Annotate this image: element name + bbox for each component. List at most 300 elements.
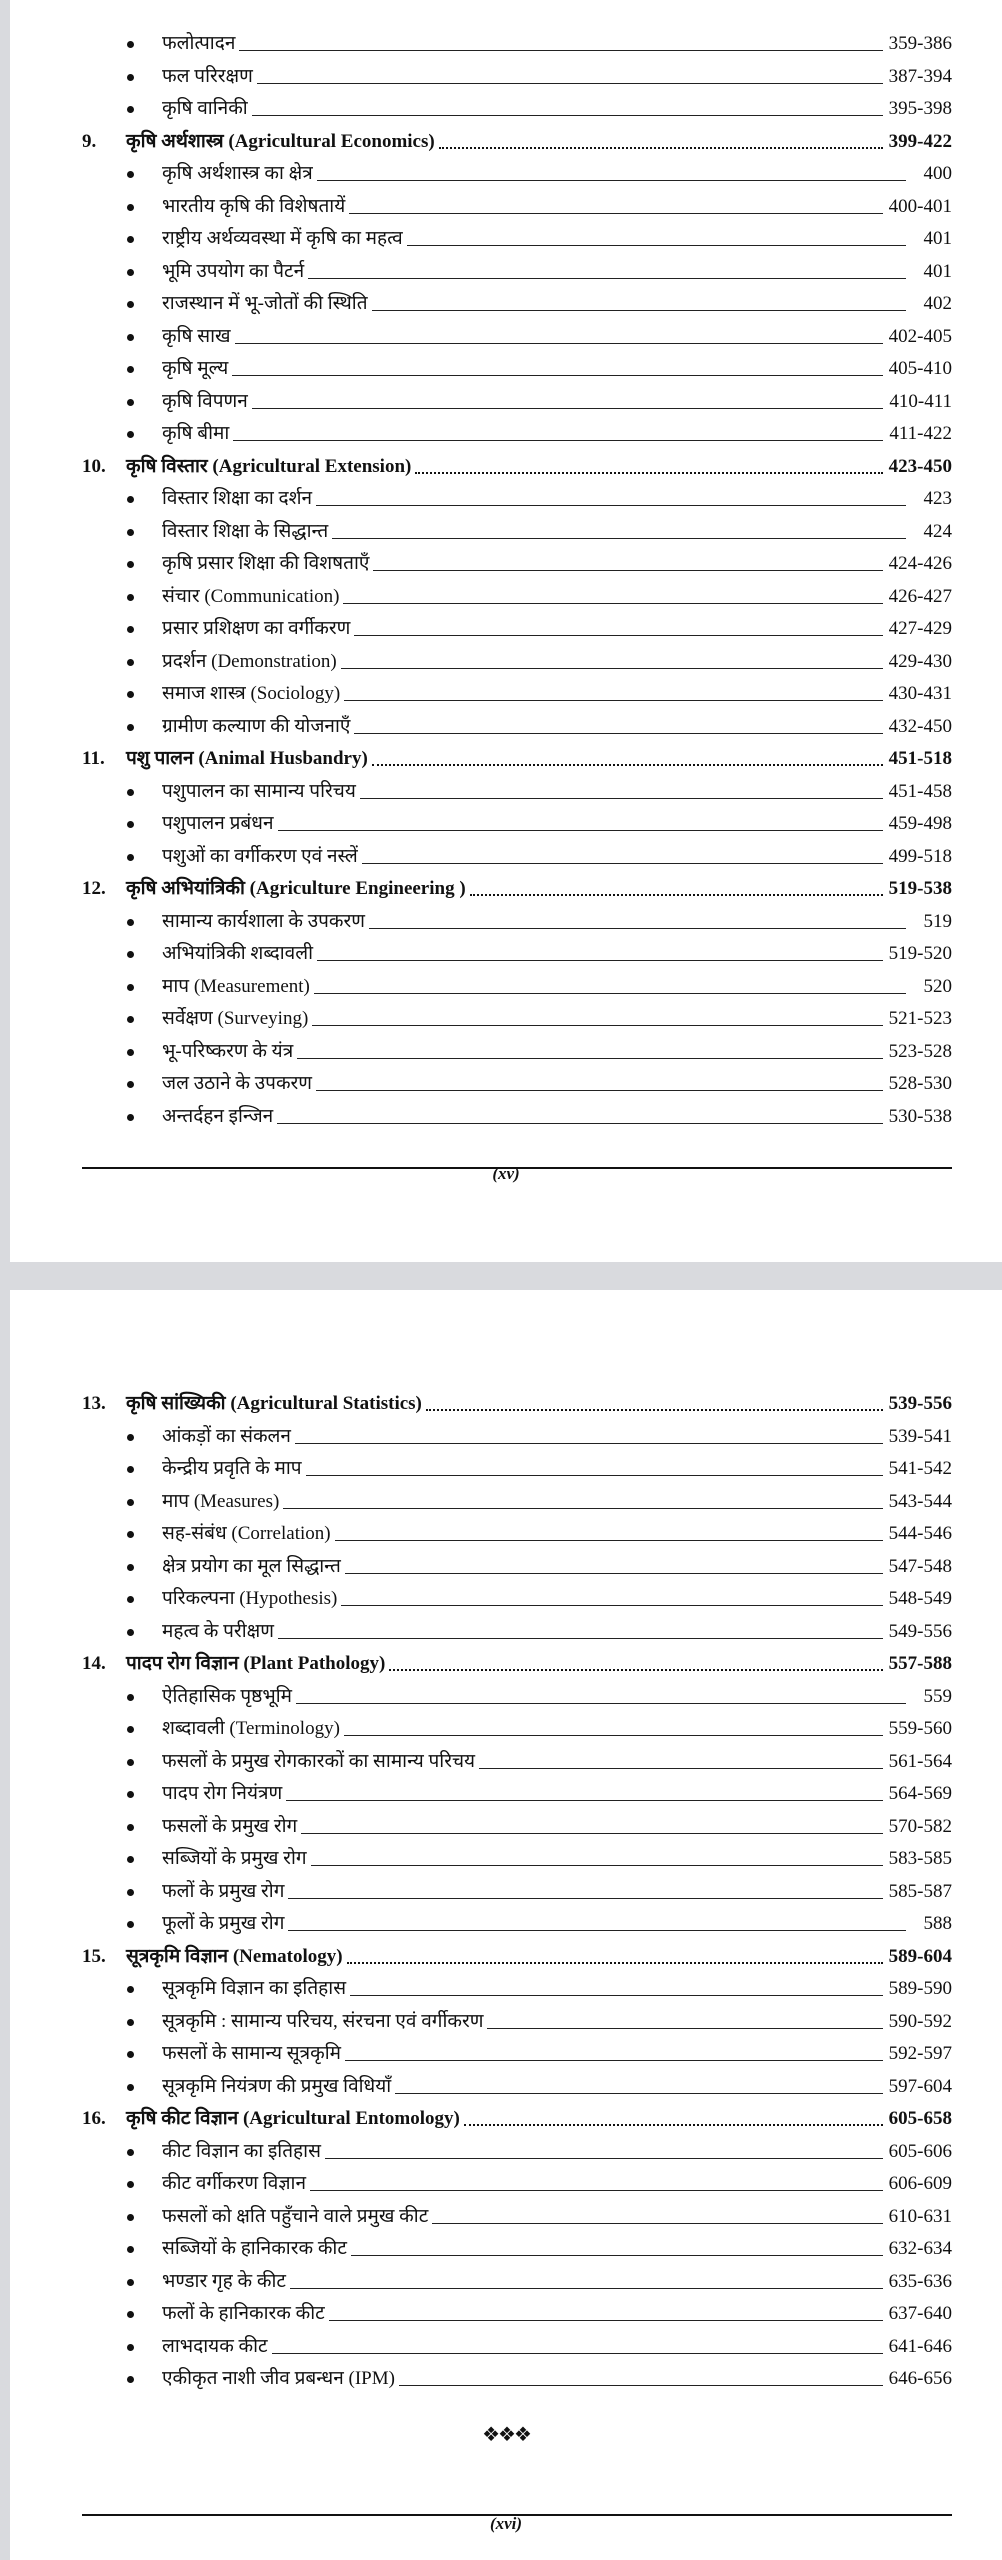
toc-sub-entry <box>82 2262 952 2294</box>
leader-line <box>345 1573 883 1574</box>
entry-title: जल उठाने के उपकरण <box>162 1073 313 1094</box>
entry-title: परिकल्पना (Hypothesis) <box>162 1588 338 1609</box>
leader-line <box>479 1768 883 1769</box>
leader-line <box>362 863 883 864</box>
leader-line <box>351 2255 883 2256</box>
bullet-icon <box>127 2051 134 2058</box>
bullet-icon <box>127 659 134 666</box>
page-range: 432-450 <box>888 715 952 737</box>
bullet-icon <box>127 1824 134 1831</box>
entry-title: भण्डार गृह के कीट <box>162 2270 286 2292</box>
toc-sub-entry <box>82 837 952 869</box>
toc-section-entry <box>82 2099 952 2131</box>
bullet-icon <box>127 2344 134 2351</box>
leader-line <box>372 310 906 311</box>
entry-title: फसलों के सामान्य सूत्रकृमि <box>162 2043 342 2064</box>
entry-title: विस्तार शिक्षा का दर्शन <box>162 488 313 509</box>
page-range: 547-548 <box>888 1555 952 1577</box>
leader-line <box>272 2353 883 2354</box>
leader-line <box>389 1669 882 1671</box>
section-title: कृषि सांख्यिकी (Agricultural Statistics) <box>126 1393 422 1414</box>
leader-line <box>290 2288 883 2289</box>
bullet-icon <box>127 74 134 81</box>
bullet-icon <box>127 789 134 796</box>
page-range: 544-546 <box>888 1523 952 1544</box>
entry-title: कृषि अर्थशास्त्र का क्षेत्र <box>162 163 313 184</box>
toc-sub-entry <box>82 252 952 284</box>
bullet-icon <box>127 1049 134 1056</box>
toc-sub-entry <box>82 1579 952 1611</box>
entry-title: कृषि बीमा <box>162 423 230 444</box>
leader-line <box>426 1409 883 1411</box>
page-range: 399-422 <box>888 130 952 152</box>
entry-title: कृषि प्रसार शिक्षा की विशषताएँ <box>162 553 370 574</box>
leader-line <box>470 894 883 896</box>
toc-sub-entry <box>82 57 952 89</box>
page-range: 570-582 <box>888 1815 952 1837</box>
leader-line <box>314 993 906 994</box>
leader-line <box>312 1025 882 1026</box>
toc-sub-entry <box>82 707 952 739</box>
page-range: 401 <box>923 228 952 249</box>
toc-sub-entry <box>82 187 952 219</box>
page-range: 424-426 <box>888 553 952 574</box>
bullet-icon <box>127 2214 134 2221</box>
entry-title: लाभदायक कीट <box>162 2335 268 2357</box>
bullet-icon <box>127 1889 134 1896</box>
toc-sub-entry <box>82 2229 952 2261</box>
toc-sub-entry <box>82 804 952 836</box>
bullet-icon <box>127 854 134 861</box>
entry-title: कृषि वानिकी <box>162 98 248 119</box>
page-range: 559 <box>923 1685 952 1707</box>
bullet-icon <box>127 1791 134 1798</box>
toc-sub-entry <box>82 1449 952 1481</box>
bullet-icon <box>127 2019 134 2026</box>
toc-list <box>10 1290 1002 2560</box>
page-range: 410-411 <box>889 390 952 412</box>
entry-title: फूलों के प्रमुख रोग <box>162 1913 285 1934</box>
toc-sub-entry <box>82 284 952 316</box>
page-range: 597-604 <box>888 2075 952 2097</box>
section-title: कृषि कीट विज्ञान (Agricultural Entomology) <box>126 2108 460 2129</box>
entry-title: समाज शास्त्र (Sociology) <box>162 683 341 704</box>
entry-title: फसलों को क्षति पहुँचाने वाले प्रमुख कीट <box>162 2205 429 2227</box>
bullet-icon <box>127 1081 134 1088</box>
page-range: 589-604 <box>888 1945 952 1967</box>
page-range: 402 <box>923 293 952 314</box>
leader-line <box>372 764 883 766</box>
bullet-icon <box>127 301 134 308</box>
end-ornament: ❖❖❖ <box>482 2424 530 2446</box>
leader-line <box>283 1508 882 1509</box>
entry-title: सूत्रकृमि विज्ञान का इतिहास <box>162 1978 347 1999</box>
section-number: 13. <box>82 1393 106 1414</box>
toc-sub-entry <box>82 1677 952 1709</box>
bullet-icon <box>127 2246 134 2253</box>
page-range: 400-401 <box>888 195 952 217</box>
leader-line <box>369 928 906 929</box>
leader-line <box>295 1443 883 1444</box>
toc-sub-entry <box>82 1064 952 1096</box>
entry-title: एकीकृत नाशी जीव प्रबन्धन (IPM) <box>162 2368 395 2389</box>
page-range: 585-587 <box>888 1880 952 1902</box>
toc-sub-entry <box>82 154 952 186</box>
entry-title: सर्वेक्षण (Surveying) <box>162 1008 309 1029</box>
leader-line <box>306 1475 883 1476</box>
page-range: 423 <box>923 488 952 509</box>
bullet-icon <box>127 821 134 828</box>
page-range: 543-544 <box>888 1490 952 1512</box>
page-range: 459-498 <box>888 813 952 834</box>
section-number: 10. <box>82 455 106 477</box>
entry-title: भारतीय कृषि की विशेषतायें <box>162 195 346 217</box>
bullet-icon <box>127 1759 134 1766</box>
toc-sub-entry <box>82 1612 952 1644</box>
toc-page-xvi <box>10 1290 1002 2560</box>
leader-line <box>373 570 882 571</box>
leader-line <box>301 1833 882 1834</box>
leader-line <box>297 1058 882 1059</box>
entry-title: अभियांत्रिकी शब्दावली <box>162 943 314 964</box>
bullet-icon <box>127 1856 134 1863</box>
entry-title: माप (Measurement) <box>162 975 310 997</box>
page-folio: (xvi) <box>489 2514 523 2533</box>
entry-title: कृषि विपणन <box>162 390 248 412</box>
leader-line <box>415 472 882 474</box>
entry-title: सूत्रकृमि नियंत्रण की प्रमुख विधियाँ <box>162 2075 392 2097</box>
leader-line <box>311 1865 883 1866</box>
leader-line <box>345 2060 883 2061</box>
bullet-icon <box>127 1434 134 1441</box>
leader-line <box>354 635 882 636</box>
bullet-icon <box>127 594 134 601</box>
page-range: 451-518 <box>888 748 952 769</box>
entry-title: सामान्य कार्यशाला के उपकरण <box>162 910 365 932</box>
leader-line <box>233 440 883 441</box>
leader-line <box>347 1962 883 1964</box>
page-range: 610-631 <box>888 2205 952 2227</box>
bullet-icon <box>127 1114 134 1121</box>
toc-section-entry <box>82 447 952 479</box>
page-range: 401 <box>923 260 952 282</box>
toc-sub-entry <box>82 2327 952 2359</box>
leader-line <box>288 1898 882 1899</box>
section-number: 14. <box>82 1653 106 1674</box>
page-range: 646-656 <box>888 2368 952 2389</box>
leader-line <box>341 1605 882 1606</box>
leader-line <box>464 2124 883 2126</box>
page-range: 411-422 <box>889 423 952 444</box>
entry-title: महत्व के परीक्षण <box>162 1620 274 1642</box>
leader-line <box>316 505 906 506</box>
bullet-icon <box>127 1629 134 1636</box>
leader-line <box>252 408 884 409</box>
bullet-icon <box>127 951 134 958</box>
toc-sub-entry <box>82 1742 952 1774</box>
page-range: 451-458 <box>888 780 952 802</box>
toc-sub-entry <box>82 609 952 641</box>
bullet-icon <box>127 1921 134 1928</box>
bullet-icon <box>127 691 134 698</box>
page-range: 548-549 <box>888 1588 952 1609</box>
page-range: 423-450 <box>888 455 952 477</box>
entry-title: प्रसार प्रशिक्षण का वर्गीकरण <box>162 618 351 639</box>
toc-sub-entry <box>82 1969 952 2001</box>
section-number: 12. <box>82 878 106 899</box>
toc-section-entry <box>82 869 952 901</box>
bullet-icon <box>127 204 134 211</box>
bullet-icon <box>127 724 134 731</box>
page-range: 519-520 <box>888 943 952 964</box>
entry-title: कीट विज्ञान का इतिहास <box>162 2140 321 2162</box>
page-range: 605-606 <box>888 2140 952 2162</box>
toc-sub-entry <box>82 772 952 804</box>
bullet-icon <box>127 41 134 48</box>
entry-title: कृषि साख <box>162 325 231 347</box>
page-range: 635-636 <box>888 2270 952 2292</box>
page-range: 499-518 <box>888 845 952 867</box>
page-range: 429-430 <box>888 650 952 672</box>
toc-sub-entry <box>82 1774 952 1806</box>
toc-sub-entry <box>82 2132 952 2164</box>
toc-sub-entry <box>82 1514 952 1546</box>
toc-sub-entry <box>82 674 952 706</box>
page-folio: (xv) <box>492 1164 520 1183</box>
toc-sub-entry <box>82 1807 952 1839</box>
page-range: 359-386 <box>888 33 952 54</box>
page-range: 588 <box>923 1913 952 1934</box>
entry-title: पशुपालन प्रबंधन <box>162 813 274 834</box>
bullet-icon <box>127 1564 134 1571</box>
toc-sub-entry <box>82 219 952 251</box>
entry-title: सब्जियों के हानिकारक कीट <box>162 2238 347 2259</box>
leader-line <box>277 1123 882 1124</box>
toc-sub-entry <box>82 2359 952 2391</box>
toc-list <box>10 0 1002 1262</box>
entry-title: भू-परिष्करण के यंत्र <box>162 1040 294 1062</box>
bullet-icon <box>127 2149 134 2156</box>
entry-title: शब्दावली (Terminology) <box>162 1718 340 1739</box>
entry-title: फसलों के प्रमुख रोगकारकों का सामान्य परिचय <box>162 1750 476 1772</box>
toc-sub-entry <box>82 577 952 609</box>
toc-sub-entry <box>82 2034 952 2066</box>
toc-sub-entry <box>82 902 952 934</box>
leader-line <box>316 1090 883 1091</box>
leader-line <box>407 245 906 246</box>
leader-line <box>278 830 883 831</box>
leader-line <box>343 603 882 604</box>
page-range: 557-588 <box>888 1653 952 1674</box>
entry-title: फलों के प्रमुख रोग <box>162 1880 285 1902</box>
entry-title: आंकड़ों का संकलन <box>162 1425 291 1447</box>
toc-sub-entry <box>82 2294 952 2326</box>
page-range: 592-597 <box>888 2043 952 2064</box>
bullet-icon <box>127 1694 134 1701</box>
toc-sub-entry <box>82 1872 952 1904</box>
page-range: 561-564 <box>888 1750 952 1772</box>
page-range: 590-592 <box>888 2010 952 2032</box>
bullet-icon <box>127 106 134 113</box>
section-title: कृषि अभियांत्रिकी (Agriculture Engineering ) <box>126 878 466 899</box>
bullet-icon <box>127 1726 134 1733</box>
toc-sub-entry <box>82 1097 952 1129</box>
toc-sub-entry <box>82 1482 952 1514</box>
toc-sub-entry <box>82 1417 952 1449</box>
section-number: 15. <box>82 1945 106 1967</box>
page-range: 426-427 <box>888 585 952 607</box>
toc-sub-entry <box>82 934 952 966</box>
leader-line <box>360 798 883 799</box>
toc-sub-entry <box>82 544 952 576</box>
toc-sub-entry <box>82 24 952 56</box>
page-range: 395-398 <box>888 98 952 119</box>
entry-title: क्षेत्र प्रयोग का मूल सिद्धान्त <box>162 1555 341 1577</box>
leader-line <box>335 1540 883 1541</box>
toc-sub-entry <box>82 999 952 1031</box>
leader-line <box>239 50 882 51</box>
entry-title: कृषि मूल्य <box>162 358 229 379</box>
leader-line <box>288 1930 906 1931</box>
leader-line <box>310 2190 883 2191</box>
entry-title: केन्द्रीय प्रवृति के माप <box>162 1458 302 1479</box>
bullet-icon <box>127 236 134 243</box>
page-range: 523-528 <box>888 1040 952 1062</box>
toc-page-xv <box>10 0 1002 1262</box>
toc-sub-entry <box>82 1904 952 1936</box>
page-range: 427-429 <box>888 618 952 639</box>
bullet-icon <box>127 1499 134 1506</box>
bullet-icon <box>127 2084 134 2091</box>
page-range: 564-569 <box>888 1783 952 1804</box>
leader-line <box>332 538 906 539</box>
leader-line <box>308 278 906 279</box>
leader-line <box>349 213 882 214</box>
page-range: 400 <box>923 163 952 184</box>
toc-sub-entry <box>82 1709 952 1741</box>
bullet-icon <box>127 399 134 406</box>
leader-line <box>325 2158 883 2159</box>
page-range: 402-405 <box>888 325 952 347</box>
page-range: 520 <box>923 975 952 997</box>
bullet-icon <box>127 561 134 568</box>
entry-title: सब्जियों के प्रमुख रोग <box>162 1848 307 1869</box>
bullet-icon <box>127 269 134 276</box>
leader-line <box>329 2320 883 2321</box>
leader-line <box>439 147 883 149</box>
entry-title: अन्तर्दहन इन्जिन <box>162 1105 274 1127</box>
leader-line <box>399 2385 883 2386</box>
entry-title: फसलों के प्रमुख रोग <box>162 1815 298 1837</box>
leader-line <box>286 1800 882 1801</box>
toc-sub-entry <box>82 512 952 544</box>
leader-line <box>432 2223 882 2224</box>
entry-title: राष्ट्रीय अर्थव्यवस्था में कृषि का महत्व <box>162 228 403 249</box>
page-range: 521-523 <box>888 1008 952 1029</box>
page-range: 606-609 <box>888 2173 952 2194</box>
leader-line <box>317 180 906 181</box>
entry-title: पादप रोग नियंत्रण <box>162 1783 283 1804</box>
leader-line <box>344 1735 883 1736</box>
page-range: 387-394 <box>888 65 952 87</box>
page-range: 583-585 <box>888 1848 952 1869</box>
toc-sub-entry <box>82 642 952 674</box>
bullet-icon <box>127 919 134 926</box>
leader-line <box>252 115 883 116</box>
page-range: 519-538 <box>888 878 952 899</box>
bullet-icon <box>127 2311 134 2318</box>
bullet-icon <box>127 1016 134 1023</box>
entry-title: माप (Measures) <box>162 1490 280 1512</box>
toc-sub-entry <box>82 414 952 446</box>
leader-line <box>278 1638 883 1639</box>
section-number: 16. <box>82 2108 106 2129</box>
page-range: 637-640 <box>888 2303 952 2324</box>
entry-title: राजस्थान में भू-जोतों की स्थिति <box>162 293 368 314</box>
leader-line <box>350 1995 883 1996</box>
entry-title: संचार (Communication) <box>162 585 340 607</box>
leader-line <box>395 2093 882 2094</box>
entry-title: फलों के हानिकारक कीट <box>162 2303 325 2324</box>
toc-sub-entry <box>82 1547 952 1579</box>
toc-sub-entry <box>82 1032 952 1064</box>
toc-sub-entry <box>82 2067 952 2099</box>
bullet-icon <box>127 1466 134 1473</box>
page-range: 424 <box>923 520 952 542</box>
entry-title: सूत्रकृमि : सामान्य परिचय, संरचना एवं वर्गीकरण <box>162 2010 484 2032</box>
section-title: कृषि अर्थशास्त्र (Agricultural Economics) <box>126 130 435 152</box>
page-range: 528-530 <box>888 1073 952 1094</box>
section-title: सूत्रकृमि विज्ञान (Nematology) <box>126 1945 343 1967</box>
leader-line <box>257 83 883 84</box>
leader-line <box>487 2028 882 2029</box>
toc-sub-entry <box>82 349 952 381</box>
entry-title: फल परिरक्षण <box>162 65 253 87</box>
section-title: कृषि विस्तार (Agricultural Extension) <box>126 455 412 477</box>
toc-section-entry <box>82 1644 952 1676</box>
section-number: 9. <box>82 130 97 152</box>
entry-title: ऐतिहासिक पृष्ठभूमि <box>162 1685 292 1707</box>
bullet-icon <box>127 2181 134 2188</box>
section-title: पादप रोग विज्ञान (Plant Pathology) <box>126 1653 386 1674</box>
entry-title: भूमि उपयोग का पैटर्न <box>162 260 305 282</box>
leader-line <box>354 733 882 734</box>
bullet-icon <box>127 626 134 633</box>
page-range: 541-542 <box>888 1458 952 1479</box>
bullet-icon <box>127 1986 134 1993</box>
page-range: 605-658 <box>888 2108 952 2129</box>
entry-title: पशुपालन का सामान्य परिचय <box>162 780 356 802</box>
page-range: 539-541 <box>888 1425 952 1447</box>
bullet-icon <box>127 496 134 503</box>
toc-sub-entry <box>82 2002 952 2034</box>
page-range: 632-634 <box>888 2238 952 2259</box>
entry-title: प्रदर्शन (Demonstration) <box>162 650 337 672</box>
page-range: 559-560 <box>888 1718 952 1739</box>
leader-line <box>232 375 882 376</box>
toc-sub-entry <box>82 1839 952 1871</box>
toc-sub-entry <box>82 382 952 414</box>
toc-sub-entry <box>82 2197 952 2229</box>
leader-line <box>296 1703 906 1704</box>
section-title: पशु पालन (Animal Husbandry) <box>126 748 368 769</box>
bullet-icon <box>127 366 134 373</box>
page-range: 530-538 <box>888 1105 952 1127</box>
bullet-icon <box>127 2279 134 2286</box>
page-range: 430-431 <box>888 683 952 704</box>
toc-section-entry <box>82 122 952 154</box>
toc-section-entry <box>82 739 952 771</box>
